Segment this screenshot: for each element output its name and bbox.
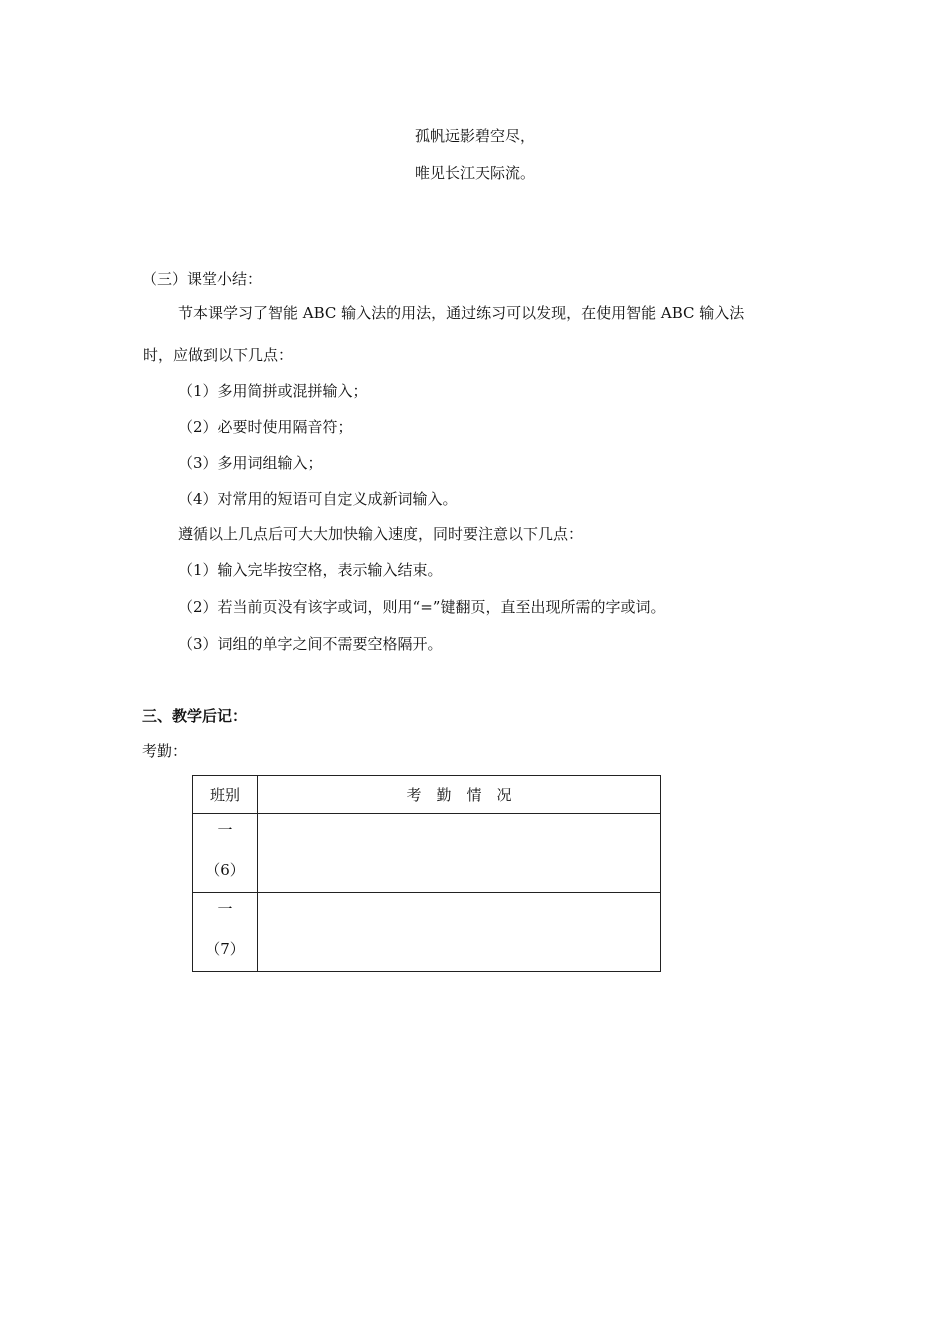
attendance-status-cell — [258, 814, 661, 893]
table-header-row — [193, 776, 661, 814]
attendance-status-cell — [258, 893, 661, 972]
attendance-table — [192, 775, 661, 972]
summary-point: （2）必要时使用隔音符； — [178, 418, 353, 436]
summary-point: （3）多用词组输入； — [178, 454, 323, 472]
summary-paragraph-line-2: 时，应做到以下几点： — [143, 346, 294, 364]
summary-follow-text: 遵循以上几点后可大大加快输入速度，同时要注意以下几点： — [178, 525, 584, 543]
table-header-class: 班别 — [193, 776, 258, 814]
section-heading-summary: （三）课堂小结： — [142, 270, 263, 288]
summary-note: （3）词组的单字之间不需要空格隔开。 — [178, 635, 443, 653]
class-name-bottom: （7） — [205, 940, 245, 958]
summary-point: （1）多用简拼或混拼输入； — [178, 382, 368, 400]
attendance-label: 考勤： — [142, 742, 188, 760]
summary-paragraph-line-1: 节本课学习了智能 ABC 输入法的用法，通过练习可以发现，在使用智能 ABC 输入法 — [178, 304, 745, 322]
table-row — [193, 814, 661, 893]
table-row — [193, 893, 661, 972]
class-name-top: 一 — [217, 900, 233, 918]
table-header-attendance: 考 勤 情 况 — [258, 776, 661, 814]
class-cell — [193, 893, 258, 972]
summary-note: （1）输入完毕按空格，表示输入结束。 — [178, 561, 443, 579]
poem-line-1: 孤帆远影碧空尽， — [414, 127, 535, 145]
class-name-bottom: （6） — [205, 861, 245, 879]
summary-note: （2）若当前页没有该字或词，则用“=”键翻页，直至出现所需的字或词。 — [178, 598, 666, 616]
class-cell — [193, 814, 258, 893]
class-name-top: 一 — [217, 821, 233, 839]
summary-point: （4）对常用的短语可自定义成新词输入。 — [178, 490, 458, 508]
poem-line-2: 唯见长江天际流。 — [414, 164, 535, 182]
section-heading-postscript: 三、教学后记： — [142, 707, 248, 725]
